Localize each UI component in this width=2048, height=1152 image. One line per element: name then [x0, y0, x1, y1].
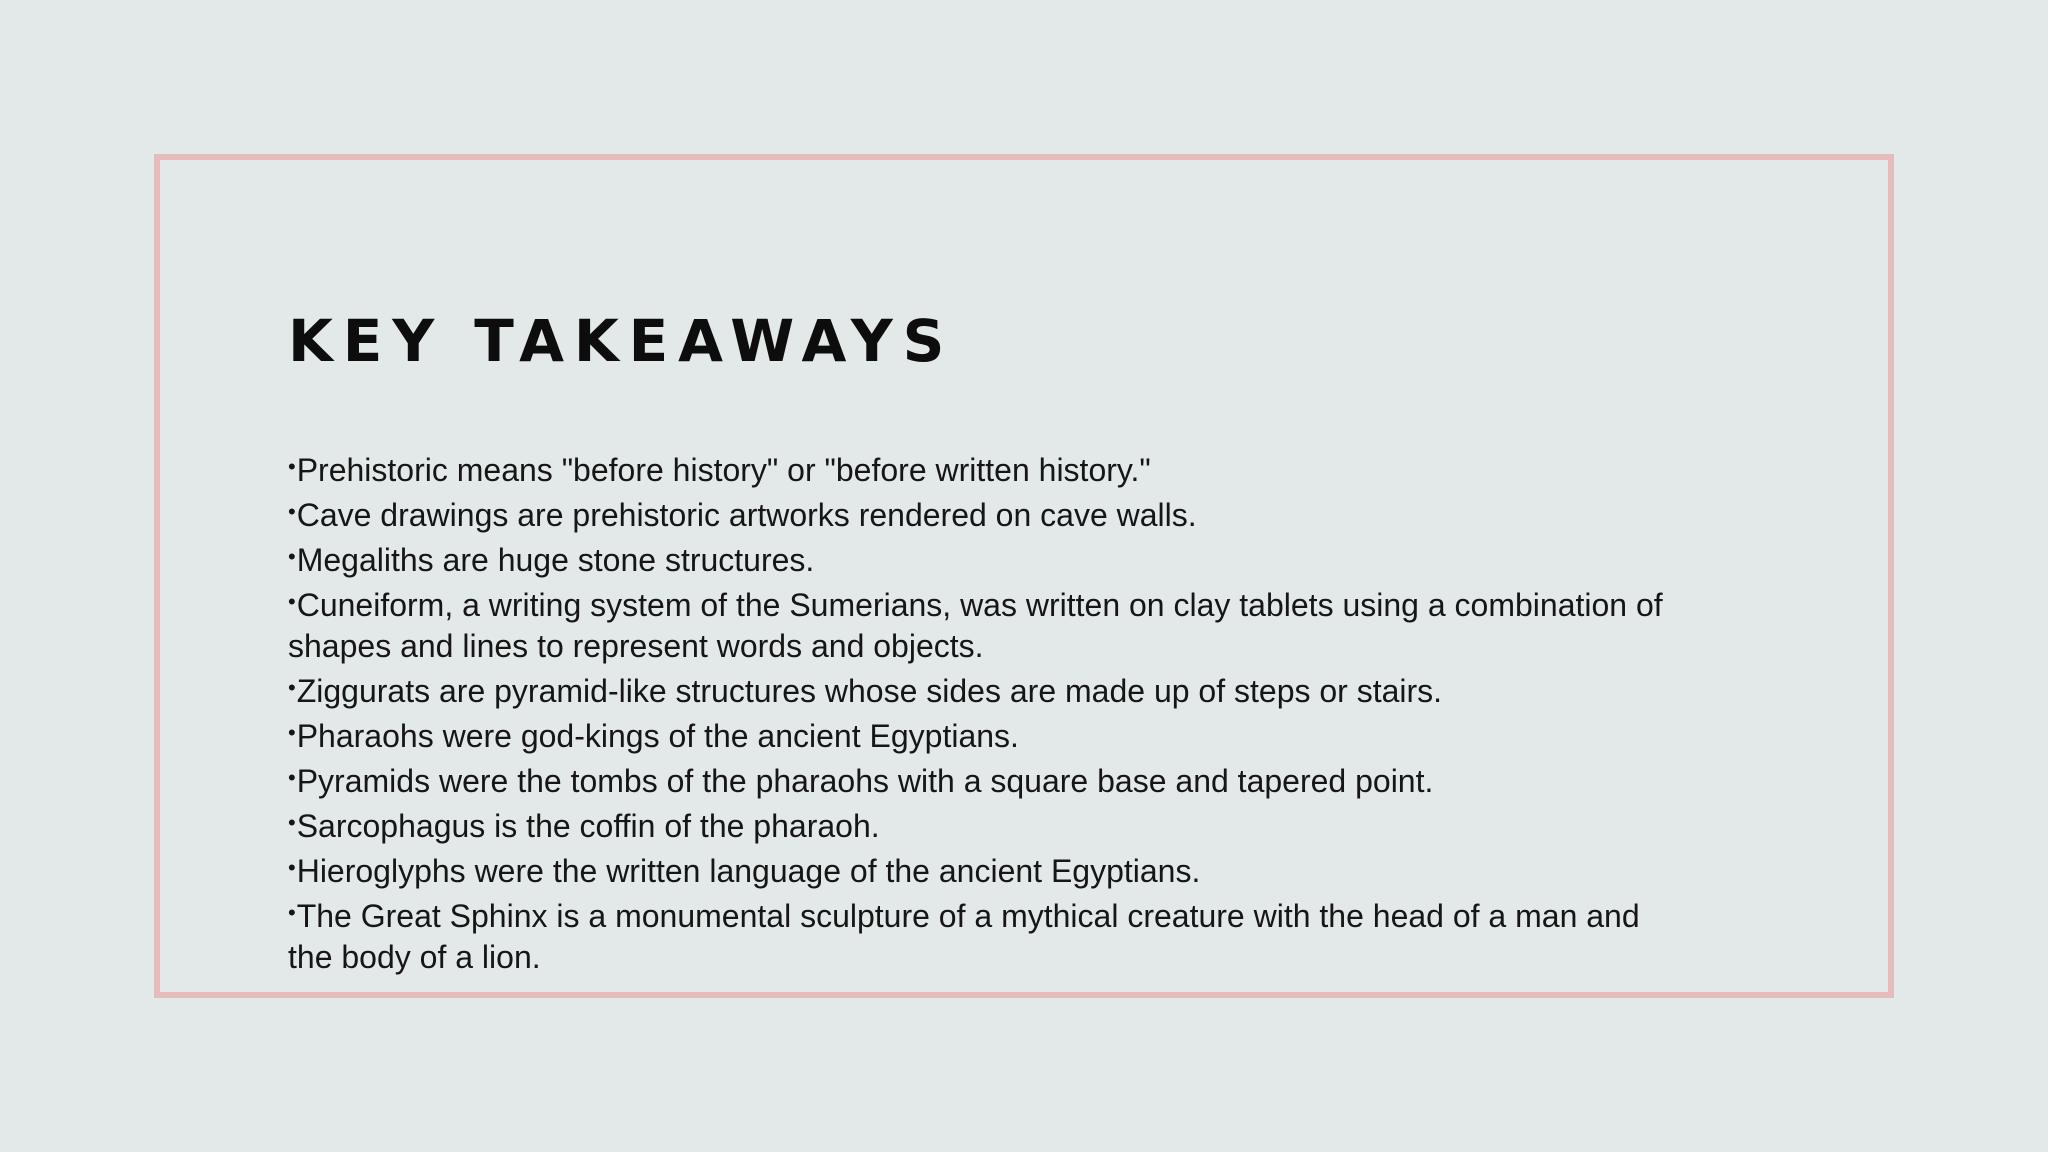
takeaway-item [288, 847, 1688, 892]
takeaway-item [288, 491, 1688, 536]
bullet-icon: • [288, 765, 296, 790]
takeaway-text: Cave drawings are prehistoric artworks rendered on cave walls. [296, 497, 1197, 533]
takeaway-item [288, 667, 1688, 712]
takeaway-text: Hieroglyphs were the written language of the ancient Egyptians. [296, 853, 1201, 889]
takeaway-text: Pharaohs were god-kings of the ancient Egyptians. [296, 718, 1019, 754]
takeaway-text: Megaliths are huge stone structures. [296, 542, 815, 578]
takeaway-text: The Great Sphinx is a monumental sculpture of a mythical creature with the head of a man and the body of a lion. [288, 898, 1640, 975]
takeaway-item [288, 802, 1688, 847]
bullet-icon: • [288, 589, 296, 614]
takeaway-item [288, 712, 1688, 757]
bullet-icon: • [288, 454, 296, 479]
takeaway-item [288, 536, 1688, 581]
takeaway-item [288, 757, 1688, 802]
takeaway-text: Ziggurats are pyramid-like structures whose sides are made up of steps or stairs. [296, 673, 1443, 709]
bullet-icon: • [288, 675, 296, 700]
takeaway-item [288, 446, 1688, 491]
slide-title: KEY TAKEAWAYS [288, 307, 955, 375]
takeaway-text: Sarcophagus is the coffin of the pharaoh. [296, 808, 880, 844]
bullet-icon: • [288, 499, 296, 524]
bullet-icon: • [288, 544, 296, 569]
bullet-icon: • [288, 900, 296, 925]
takeaway-text: Prehistoric means "before history" or "before written history." [296, 452, 1151, 488]
bullet-icon: • [288, 720, 296, 745]
takeaway-list [288, 446, 1688, 978]
takeaway-item [288, 892, 1688, 978]
bullet-icon: • [288, 810, 296, 835]
bullet-icon: • [288, 855, 296, 880]
takeaway-text: Cuneiform, a writing system of the Sumerians, was written on clay tablets using a combination of shapes and lines to represent words and objects. [288, 587, 1663, 664]
takeaway-text: Pyramids were the tombs of the pharaohs with a square base and tapered point. [296, 763, 1434, 799]
takeaway-item [288, 581, 1688, 667]
